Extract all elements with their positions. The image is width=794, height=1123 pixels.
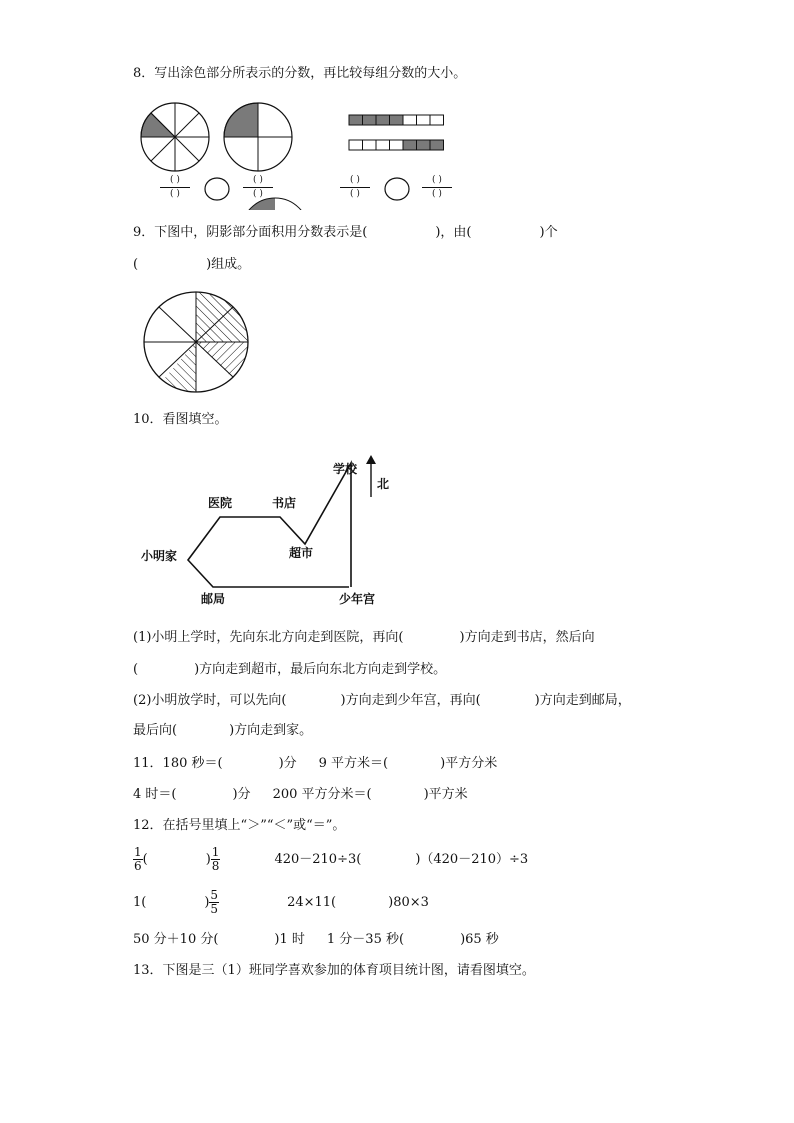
q10-part1-line2: ( )方向走到超市，最后向东北方向走到学校。	[133, 662, 447, 677]
map-label-bookstore: 书店	[272, 496, 297, 510]
q10-part1-line1: (1)小明上学时，先向东北方向走到医院，再向( )方向走到书店，然后向	[133, 630, 595, 645]
map-label-post-office: 邮局	[201, 592, 226, 606]
map-label-youth-palace: 少年宫	[339, 592, 376, 606]
q12-row-3: 50 分＋10 分( )1 时 1 分－35 秒( )65 秒	[133, 932, 499, 947]
q12-title: 12．在括号里填上“＞”“＜”或“＝”。	[133, 818, 346, 833]
q8-prompt: 8．写出涂色部分所表示的分数，再比较每组分数的大小。	[133, 66, 467, 81]
map-label-home: 小明家	[141, 549, 178, 563]
map-label-school: 学校	[333, 462, 358, 476]
fraction-blank-1[interactable]: ( ) ( )	[160, 175, 190, 200]
q12-row-1: $\frac{1}{6}$ ( ) $\frac{1}{8}$ 420－210÷3( )（420－210）÷3	[134, 845, 529, 873]
q11-line-2: 4 时＝( )分 200 平方分米＝( )平方米	[133, 787, 468, 802]
q12-row-2: 1( ) $\frac{5}{5}$ 24×11( )80×3	[133, 888, 429, 916]
q9-line-2: ( )组成。	[133, 257, 251, 272]
fraction-blank-4[interactable]: ( ) ( )	[422, 175, 452, 200]
q10-part2-line2: 最后向( )方向走到家。	[133, 723, 313, 738]
q9-line-1: 9．下图中，阴影部分面积用分数表示是( )，由( )个	[133, 225, 558, 240]
map-label-north: 北	[377, 477, 390, 491]
q11-line-1: 11．180 秒＝( )分 9 平方米＝( )平方分米	[133, 756, 498, 771]
fraction-one-eighth: $\frac{1}{8}$	[211, 845, 220, 873]
fraction-one-sixth: $\frac{1}{6}$	[134, 845, 142, 873]
fraction-blank-2[interactable]: ( ) ( )	[243, 175, 273, 200]
fraction-blank-3[interactable]: ( ) ( )	[340, 175, 370, 200]
map-label-supermarket: 超市	[289, 546, 314, 560]
q10-title: 10．看图填空。	[133, 412, 228, 427]
map-label-hospital: 医院	[208, 496, 233, 510]
q13-prompt: 13．下图是三（1）班同学喜欢参加的体育项目统计图，请看图填空。	[133, 963, 535, 978]
q10-part2-line1: (2)小明放学时，可以先向( )方向走到少年宫，再向( )方向走到邮局，	[133, 693, 631, 708]
fraction-five-fifths: $\frac{5}{5}$	[210, 888, 219, 916]
